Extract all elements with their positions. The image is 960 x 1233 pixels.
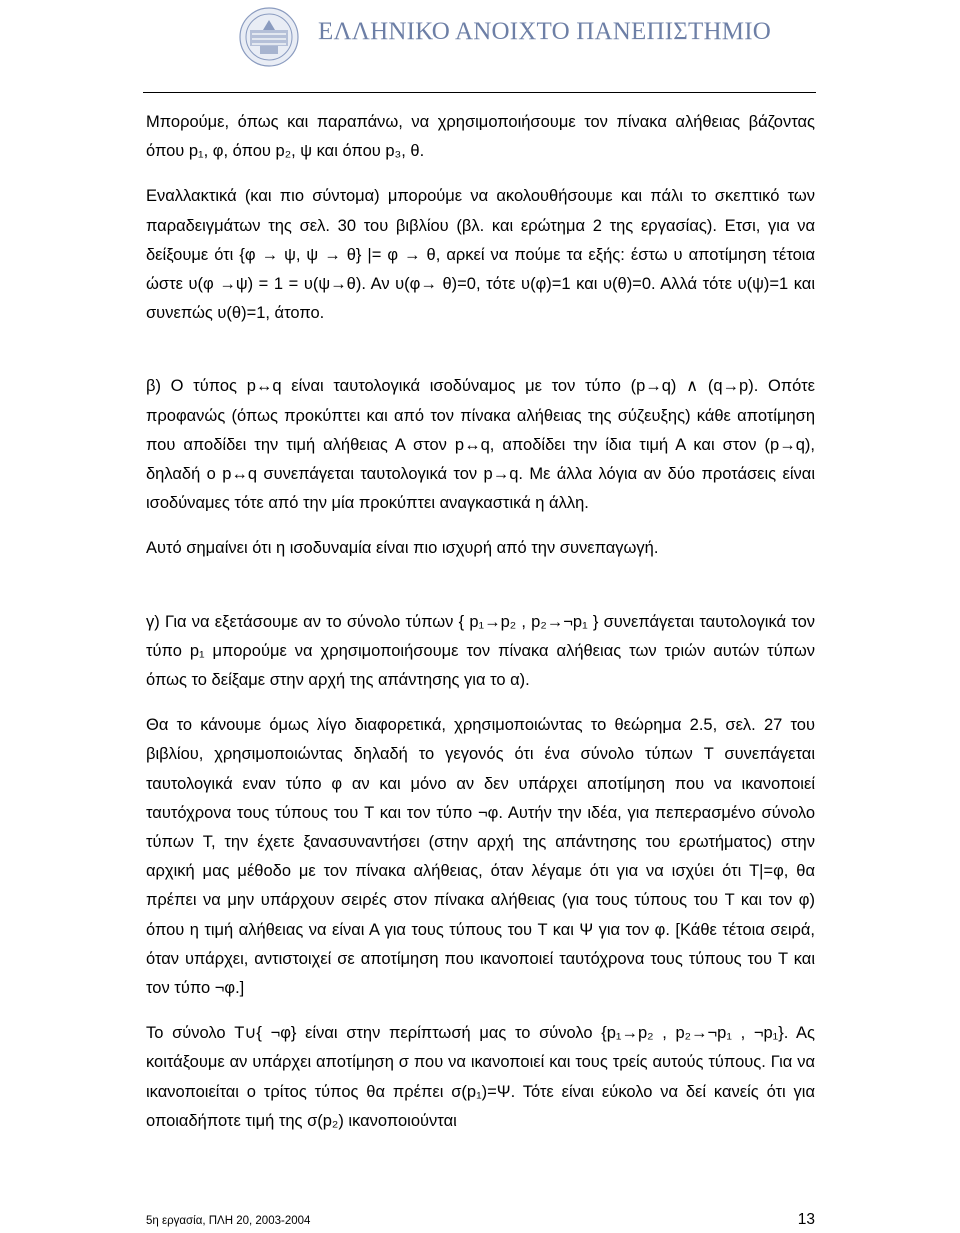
paragraph-set-analysis: Το σύνολο T∪{ ¬φ} είναι στην περίπτωσή μας το σύνολο {p₁→p₂ , p₂→¬p₁ , ¬p₁}. Ας κοιτάξουμε αν υπάρχει αποτίμηση σ που να ικανοποιεί και τους τρείς αυτούς τύπους. Για να ικανοποιείται ο τρίτος τύπος θα πρέπει σ(p₁)=Ψ. Τότε είναι εύκολο να δεί κανείς ότι για οποιαδήποτε τιμή της σ(p₂) ικανοποιούνται [146,1024,815,1130]
page-header [0,0,960,100]
paragraph-part-c: γ) Για να εξετάσουμε αν το σύνολο τύπων { p₁→p₂ , p₂→¬p₁ } συνεπάγεται ταυτολογικά τον τύπο p₁ μπορούμε να χρησιμοποιήσουμε τον πίνακα αλήθειας των τριών αυτών τύπων όπως το δείξαμε στην αρχή της απάντησης για το α). [146,612,815,690]
university-seal-icon [238,6,300,68]
paragraph-truth-table: Μπορούμε, όπως και παραπάνω, να χρησιμοποιήσουμε τον πίνακα αλήθειας βάζοντας όπου p₁, φ, όπου p₂, ψ και όπου p₃, θ. [146,113,815,161]
page-footer [146,1211,815,1231]
footer-course-info: 5η εργασία, ΠΛΗ 20, 2003-2004 [146,1215,311,1227]
university-name: ΕΛΛΗΝΙΚΟ ΑΝΟΙΧΤΟ ΠΑΝΕΠΙΣΤΗΜΙΟ [318,18,771,45]
header-divider [143,92,816,93]
paragraph-part-b: β) Ο τύπος p↔q είναι ταυτολογικά ισοδύναμος με τον τύπο (p→q) ∧ (q→p). Οπότε προφανώς (όπως προκύπτει και από τον πίνακα αλήθειας της σύζευξης) κάθε αποτίμηση που αποδίδει την τιμή αλήθειας Α στον p↔q, αποδίδει την ίδια τιμή Α και στον (p→q), δηλαδή ο p↔q συνεπάγεται ταυτολογικά τον p→q. Με άλλα λόγια αν δύο προτάσεις είναι ισοδύναμες τότε από την μία προκύπτει αναγκαστικά η άλλη. [146,377,815,513]
paragraph-theorem: Θα το κάνουμε όμως λίγο διαφορετικά, χρησιμοποιώντας το θεώρημα 2.5, σελ. 27 του βιβλίου, χρησιμοποιώντας δηλαδή το γεγονός ότι ένα σύνολο τύπων T συνεπάγεται ταυτολογικά εναν τύπο φ αν και μόνο αν δεν υπάρχει αποτίμηση που να ικανοποιεί ταυτόχρονα τους τύπους του T και τον τύπο ¬φ. Αυτήν την ιδέα, για πεπερασμένο σύνολο τύπων T, την έχετε ξανασυναντήσει (στην αρχή της απάντησης του ερωτήματος) στην αρχική μας μέθοδο με τον πίνακα αλήθειας, όταν λέγαμε ότι για να ισχύει ότι T|=φ, θα πρέπει να μην υπάρχουν σειρές στον πίνακα αλήθειας (για τους τύπους του T και τον φ) όπου η τιμή αλήθειας να είναι Α για τους τύπους του T και Ψ για τον φ. [Κάθε τέτοια σειρά, όταν υπάρχει, αντιστοιχεί σε αποτίμηση που ικανοποιεί ταυτόχρονα τους τύπους του T και τον τύπο ¬φ.] [146,716,815,998]
page-number: 13 [797,1211,815,1228]
paragraph-conclusion-b: Αυτό σημαίνει ότι η ισοδυναμία είναι πιο ισχυρή από την συνεπαγωγή. [146,539,659,558]
paragraph-alternative-proof: Εναλλακτικά (και πιο σύντομα) μπορούμε να ακολουθήσουμε και πάλι το σκεπτικό των παραδειγμάτων της σελ. 30 του βιβλίου (βλ. και ερώτημα 2 της εργασίας). Ετσι, για να δείξουμε ότι {φ → ψ, ψ → θ} |= φ → θ, αρκεί να πούμε τα εξής: έστω υ αποτίμηση τέτοια ώστε υ(φ →ψ) = 1 = υ(ψ→θ). Αν υ(φ→ θ)=0, τότε υ(φ)=1 και υ(θ)=0. Αλλά τότε υ(ψ)=1 και συνεπώς υ(θ)=1, άτοπο. [146,187,815,323]
document-body [146,108,815,1136]
